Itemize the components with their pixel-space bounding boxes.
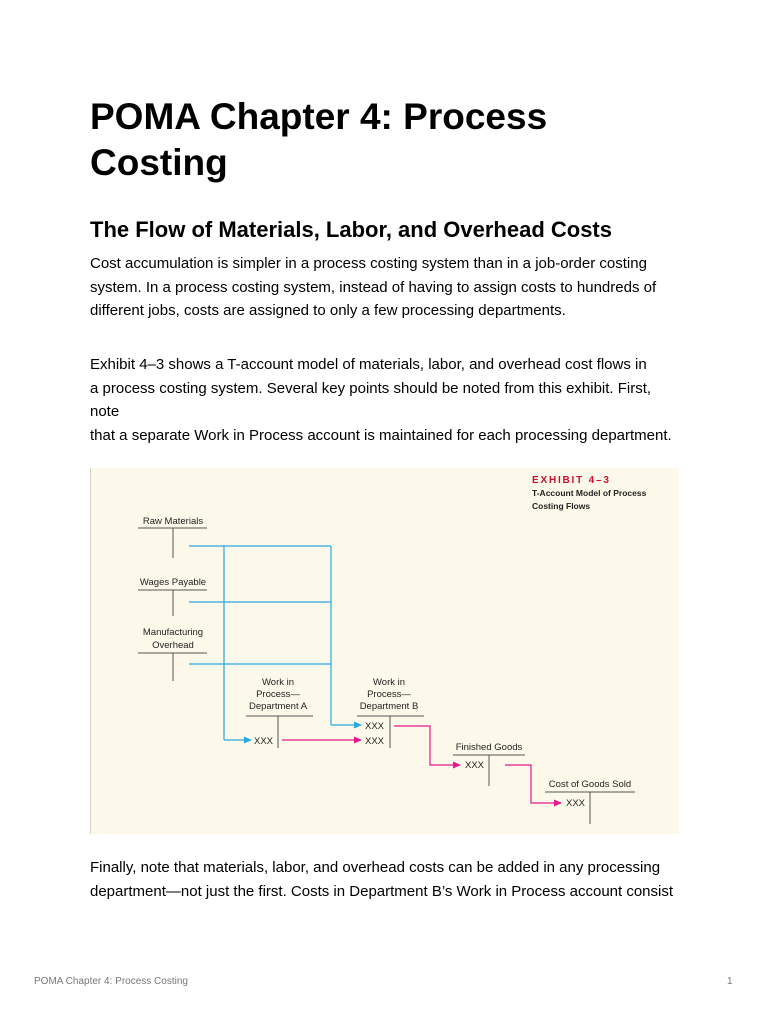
t-account-wip-department-a — [246, 677, 313, 748]
paragraph-exhibit-intro — [90, 353, 690, 447]
t-account-title: Wages Payable — [139, 577, 207, 588]
entry-debit: XXX — [465, 760, 485, 771]
entry-debit: XXX — [365, 736, 385, 747]
t-account-wages-payable — [138, 577, 207, 616]
t-account-manufacturing-overhead — [138, 627, 207, 681]
footer-page-number: 1 — [727, 976, 733, 987]
transfer-cost-flows — [282, 726, 561, 803]
t-account-title: Finished Goods — [455, 742, 523, 753]
t-account-title: Process— — [367, 689, 411, 700]
t-account-title: Work in — [372, 677, 406, 688]
t-account-wip-department-b — [357, 677, 424, 748]
paragraph-line: different jobs, costs are assigned to only a few processing departments. — [90, 302, 566, 319]
footer-document-title: POMA Chapter 4: Process Costing — [34, 976, 188, 987]
paragraph-line: that a separate Work in Process account is maintained for each processing department. — [90, 426, 672, 444]
t-account-finished-goods — [453, 742, 525, 786]
paragraph-line: note — [90, 403, 120, 420]
section-heading: The Flow of Materials, Labor, and Overhead Costs — [90, 217, 612, 242]
entry-debit: XXX — [365, 721, 385, 732]
exhibit-subtitle-line: T-Account Model of Process — [532, 488, 647, 498]
paragraph-line: system. In a process costing system, instead of having to assign costs to hundreds of — [90, 278, 657, 296]
t-account-title: Cost of Goods Sold — [548, 779, 632, 790]
paragraph-intro — [90, 252, 690, 323]
t-account-title: Work in — [261, 677, 295, 688]
t-account-title: Department B — [359, 701, 419, 712]
t-account-title: Process— — [256, 689, 300, 700]
entry-debit: XXX — [254, 736, 274, 747]
exhibit-label: EXHIBIT 4–3 — [532, 475, 611, 486]
t-account-diagram — [91, 468, 679, 834]
t-account-title: Overhead — [152, 640, 194, 651]
paragraph-line: Finally, note that materials, labor, and overhead costs can be added in any processing — [90, 859, 661, 876]
exhibit-subtitle-line: Costing Flows — [532, 501, 591, 511]
paragraph-line: department—not just the first. Costs in Department B’s Work in Process account consist — [90, 882, 674, 900]
paragraph-line: a process costing system. Several key points should be noted from this exhibit. First, — [90, 379, 652, 397]
paragraph-conclusion — [90, 856, 690, 903]
entry-debit: XXX — [566, 798, 586, 809]
paragraph-line: Cost accumulation is simpler in a process costing system than in a job-order costing — [90, 255, 647, 272]
t-account-raw-materials — [138, 516, 207, 558]
paragraph-line: Exhibit 4–3 shows a T-account model of materials, labor, and overhead cost flows in — [90, 356, 647, 373]
t-account-title: Manufacturing — [142, 627, 204, 638]
t-account-title: Raw Materials — [142, 516, 204, 527]
page-title: POMA Chapter 4: Process Costing — [90, 96, 548, 183]
t-account-cost-of-goods-sold — [545, 779, 635, 824]
exhibit-figure — [90, 468, 679, 834]
t-account-title: Department A — [248, 701, 308, 712]
